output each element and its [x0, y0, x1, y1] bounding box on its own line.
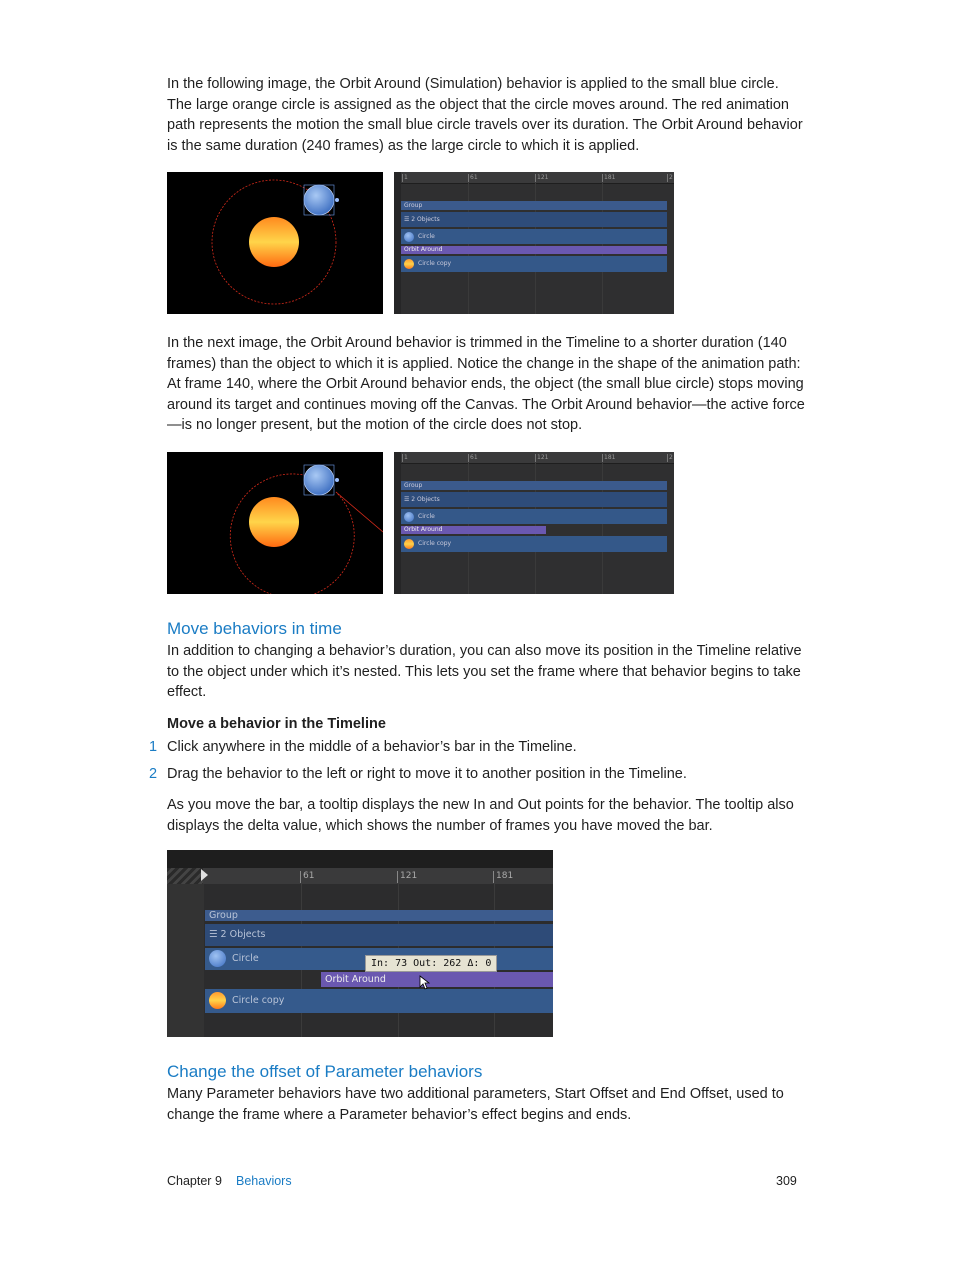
circle-copy-row[interactable] — [401, 536, 667, 552]
cursor-arrow-icon — [419, 975, 430, 990]
orbit-illustration-2 — [167, 452, 383, 594]
handle-icon — [335, 198, 339, 202]
step-number: 2 — [149, 766, 158, 782]
ruler-tick: 181 — [604, 454, 616, 461]
objects-row[interactable]: ☰ 2 Objects — [401, 212, 667, 227]
footer-section-link[interactable]: Behaviors — [236, 1174, 292, 1188]
offset-paragraph: Many Parameter behaviors have two additional parameters, Start Offset and End Offset, used to change the frame where a Parameter behavior’s effect begins and ends. — [167, 1086, 784, 1123]
timeline-figure-1 — [394, 172, 674, 314]
timeline-left-column — [167, 884, 204, 1037]
handle-icon — [335, 478, 339, 482]
circle-label: Circle — [418, 513, 435, 520]
canvas-figure-1 — [167, 172, 383, 314]
orbit-around-bar[interactable]: Orbit Around — [321, 972, 553, 987]
orbit-illustration-1 — [167, 172, 383, 314]
objects-label: 2 Objects — [411, 216, 440, 223]
in-out-tooltip: In: 73 Out: 262 Δ: 0 — [365, 955, 497, 972]
timeline-left-column — [394, 452, 401, 594]
circle-thumbnail-icon — [404, 512, 414, 522]
ruler-tick: 61 — [470, 174, 478, 181]
objects-row[interactable]: ☰ 2 Objects — [401, 492, 667, 507]
objects-label: 2 Objects — [411, 496, 440, 503]
circle-label: Circle — [418, 233, 435, 240]
ruler-tick: 61 — [303, 871, 315, 881]
canvas-figure-2 — [167, 452, 383, 594]
circle-copy-row[interactable] — [401, 256, 667, 272]
orange-circle — [249, 217, 299, 267]
ruler-tick: 61 — [470, 454, 478, 461]
ruler-tick: 121 — [537, 454, 549, 461]
trim-paragraph: In the next image, the Orbit Around behavior is trimmed in the Timeline to a shorter duration (140 frames) than the object to which it is applied. Notice the change in the shape of the animation path: At frame 140, where the Orbit Around behavior ends, the object (the small blue circle) stops moving around its target and continues moving off the Canvas. The Orbit Around behavior—the active force—is no longer present, but the motion of the circle does not stop. — [167, 335, 805, 434]
timeline-figure-2 — [394, 452, 674, 594]
ruler-tick: 181 — [496, 871, 514, 881]
ruler-tick: 1 — [404, 454, 408, 461]
group-row[interactable]: Group — [205, 910, 553, 921]
circle-copy-label: Circle copy — [418, 260, 452, 267]
circle-label: Circle — [232, 953, 259, 964]
group-row[interactable]: Group — [401, 201, 667, 210]
circle-row[interactable] — [401, 509, 667, 524]
step-number: 1 — [149, 739, 158, 755]
tooltip-paragraph: As you move the bar, a tooltip displays the new In and Out points for the behavior. The tooltip also displays the delta value, which shows the number of frames you have moved the bar. — [167, 797, 794, 834]
circle-thumbnail-icon — [209, 950, 226, 967]
ruler-tick: 2 — [669, 454, 673, 461]
move-paragraph: In addition to changing a behavior’s duration, you can also move its position in the Timeline relative to the object under which it’s nested. This lets you set the frame where that behavior begins to take effect. — [167, 643, 802, 701]
orbit-around-bar[interactable]: Orbit Around — [401, 246, 667, 254]
step-text: Click anywhere in the middle of a behavior’s bar in the Timeline. — [167, 739, 577, 755]
timeline-topbar — [167, 850, 553, 868]
blue-circle — [304, 185, 334, 215]
step-text: Drag the behavior to the left or right to move it to another position in the Timeline. — [167, 766, 687, 782]
intro-paragraph: In the following image, the Orbit Around (Simulation) behavior is applied to the small blue circle. The large orange circle is assigned as the object that the circle moves around. The red animation path represents the motion the small blue circle travels over its duration. The Orbit Around behavior is the same duration (240 frames) as the large circle to which it is applied. — [167, 76, 803, 154]
circle-copy-row[interactable] — [205, 989, 553, 1013]
blue-circle — [304, 465, 334, 495]
section-heading-move: Move behaviors in time — [167, 619, 342, 638]
circle-copy-thumbnail-icon — [209, 992, 226, 1009]
ruler-tick: 181 — [604, 174, 616, 181]
circle-copy-label: Circle copy — [418, 540, 452, 547]
timeline-ruler — [394, 172, 674, 184]
ruler-tick: 121 — [537, 174, 549, 181]
objects-label: 2 Objects — [220, 929, 266, 940]
ruler-tick: 2 — [669, 174, 673, 181]
circle-thumbnail-icon — [404, 232, 414, 242]
ruler-tick: 121 — [400, 871, 418, 881]
objects-row[interactable]: ☰ 2 Objects — [205, 924, 553, 946]
timeline-ruler — [394, 452, 674, 464]
ruler-tick: 1 — [404, 174, 408, 181]
ruler-hatch — [167, 868, 203, 884]
timeline-left-column — [394, 172, 401, 314]
footer-chapter: Chapter 9 — [167, 1174, 222, 1188]
circle-copy-thumbnail-icon — [404, 259, 414, 269]
group-row[interactable]: Group — [401, 481, 667, 490]
playhead-icon[interactable] — [200, 868, 210, 882]
circle-copy-thumbnail-icon — [404, 539, 414, 549]
orange-circle — [249, 497, 299, 547]
orbit-around-bar-trimmed[interactable]: Orbit Around — [401, 526, 546, 534]
circle-copy-label: Circle copy — [232, 995, 285, 1006]
circle-row[interactable] — [401, 229, 667, 244]
section-heading-offset: Change the offset of Parameter behaviors — [167, 1062, 483, 1081]
footer-page-number: 309 — [776, 1174, 797, 1188]
exit-path — [336, 492, 383, 532]
task-heading: Move a behavior in the Timeline — [167, 716, 386, 732]
timeline-figure-3 — [167, 850, 553, 1037]
